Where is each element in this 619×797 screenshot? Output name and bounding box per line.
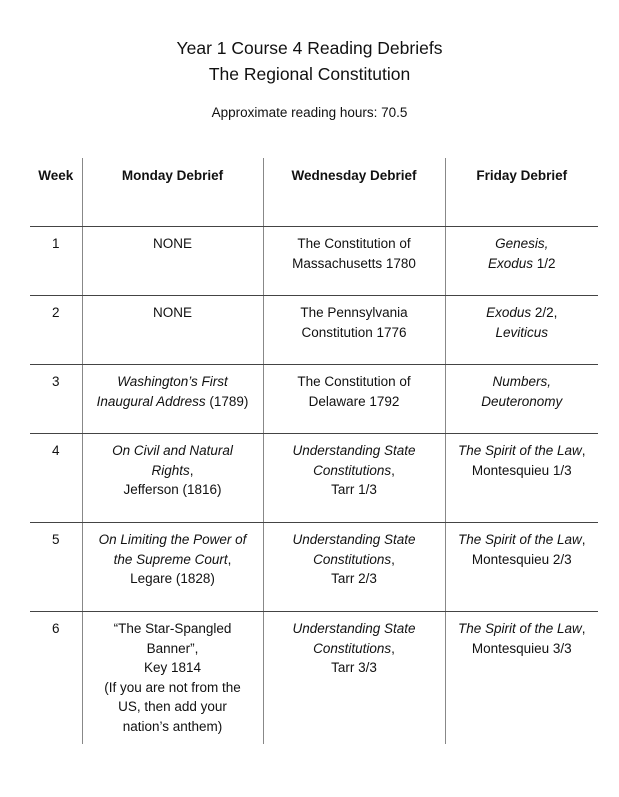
wednesday-text: Massachusetts 1780 [292, 255, 416, 271]
page-title: Year 1 Course 4 Reading Debriefs [176, 38, 443, 58]
friday-title: Leviticus [495, 324, 549, 340]
friday-title: Numbers, [492, 374, 551, 389]
week-cell: 3 [30, 365, 82, 434]
friday-cell [445, 434, 598, 523]
week-cell: 6 [51, 621, 60, 636]
monday-text: Legare (1828) [130, 571, 215, 586]
friday-cell [445, 523, 598, 612]
monday-cell [82, 434, 263, 523]
friday-text: 2/2, [531, 305, 558, 320]
week-cell: 2 [30, 296, 82, 365]
friday-title: Exodus [486, 305, 532, 320]
monday-title: On Limiting the Power of [98, 532, 247, 547]
friday-cell [445, 365, 598, 434]
wednesday-title: Understanding State [292, 532, 416, 547]
monday-text: Key 1814 [143, 660, 202, 675]
wednesday-title: Constitutions [313, 462, 392, 478]
monday-text: “The Star-Spangled [113, 621, 232, 636]
monday-title: Washington’s First [117, 374, 228, 389]
monday-cell [82, 296, 263, 365]
wednesday-title: Understanding State [292, 621, 416, 636]
monday-title: Inaugural Address [96, 393, 206, 409]
monday-text: NONE [152, 236, 192, 251]
monday-text: , [189, 462, 194, 478]
friday-text: Montesquieu 2/3 [471, 551, 572, 567]
table-row [30, 365, 598, 434]
monday-text: , [227, 551, 232, 567]
monday-text: Banner”, [146, 640, 199, 656]
monday-cell [82, 523, 263, 612]
page-subtitle: The Regional Constitution [208, 64, 411, 84]
wednesday-text: The Constitution of [297, 236, 411, 251]
monday-text: (If you are not from the [104, 679, 241, 695]
friday-cell [445, 612, 598, 745]
wednesday-cell [263, 612, 445, 745]
friday-title: The Spirit of the Law [457, 621, 582, 636]
friday-cell [445, 227, 598, 296]
reading-schedule-table [30, 158, 598, 744]
wednesday-text: Tarr 2/3 [331, 571, 377, 586]
monday-cell [82, 612, 263, 745]
monday-text: NONE [152, 305, 192, 320]
column-header-friday: Friday Debrief [445, 158, 598, 227]
wednesday-text: Tarr 1/3 [331, 482, 377, 497]
monday-title: Rights [151, 462, 190, 478]
monday-text: (1789) [205, 393, 249, 409]
column-header-wednesday: Wednesday Debrief [263, 158, 445, 227]
monday-cell [82, 365, 263, 434]
monday-text: Jefferson (1816) [123, 482, 222, 497]
wednesday-cell [263, 227, 445, 296]
table-row [30, 296, 598, 365]
wednesday-cell [263, 296, 445, 365]
wednesday-text: , [391, 551, 395, 567]
friday-text: , [581, 443, 586, 458]
friday-text: 1/2 [533, 255, 556, 271]
week-cell: 4 [30, 434, 82, 523]
wednesday-text: , [391, 640, 395, 656]
friday-text: , [581, 621, 586, 636]
wednesday-text: The Constitution of [297, 374, 411, 389]
wednesday-text: Tarr 3/3 [331, 660, 377, 675]
reading-hours: Approximate reading hours: 70.5 [211, 105, 408, 120]
wednesday-cell [263, 365, 445, 434]
monday-text: nation’s anthem) [122, 718, 223, 734]
wednesday-text: , [391, 462, 395, 478]
friday-title: The Spirit of the Law [457, 532, 582, 547]
friday-text: Montesquieu 3/3 [471, 640, 572, 656]
monday-title: the Supreme Court [113, 551, 228, 567]
monday-cell [82, 227, 263, 296]
table-row [30, 612, 598, 745]
friday-text: , [581, 532, 586, 547]
week-cell: 5 [30, 523, 82, 612]
table-header-row [30, 158, 598, 227]
friday-title: Exodus [487, 255, 533, 271]
wednesday-text: Delaware 1792 [308, 393, 400, 409]
friday-cell [445, 296, 598, 365]
monday-title: On Civil and Natural [112, 443, 233, 458]
wednesday-cell [263, 434, 445, 523]
wednesday-text: Constitution 1776 [301, 324, 407, 340]
wednesday-title: Constitutions [313, 551, 392, 567]
friday-title: The Spirit of the Law [457, 443, 582, 458]
wednesday-text: The Pennsylvania [300, 305, 408, 320]
column-header-week: Week [30, 158, 82, 227]
table-row [30, 227, 598, 296]
friday-text: Montesquieu 1/3 [471, 462, 572, 478]
wednesday-cell [263, 523, 445, 612]
friday-title: Genesis, [495, 236, 549, 251]
column-header-monday: Monday Debrief [82, 158, 263, 227]
week-cell: 1 [30, 227, 82, 296]
wednesday-title: Understanding State [292, 443, 416, 458]
wednesday-title: Constitutions [313, 640, 392, 656]
table-row [30, 523, 598, 612]
friday-title: Deuteronomy [481, 393, 563, 409]
table-row [30, 434, 598, 523]
monday-text: US, then add your [118, 699, 227, 714]
